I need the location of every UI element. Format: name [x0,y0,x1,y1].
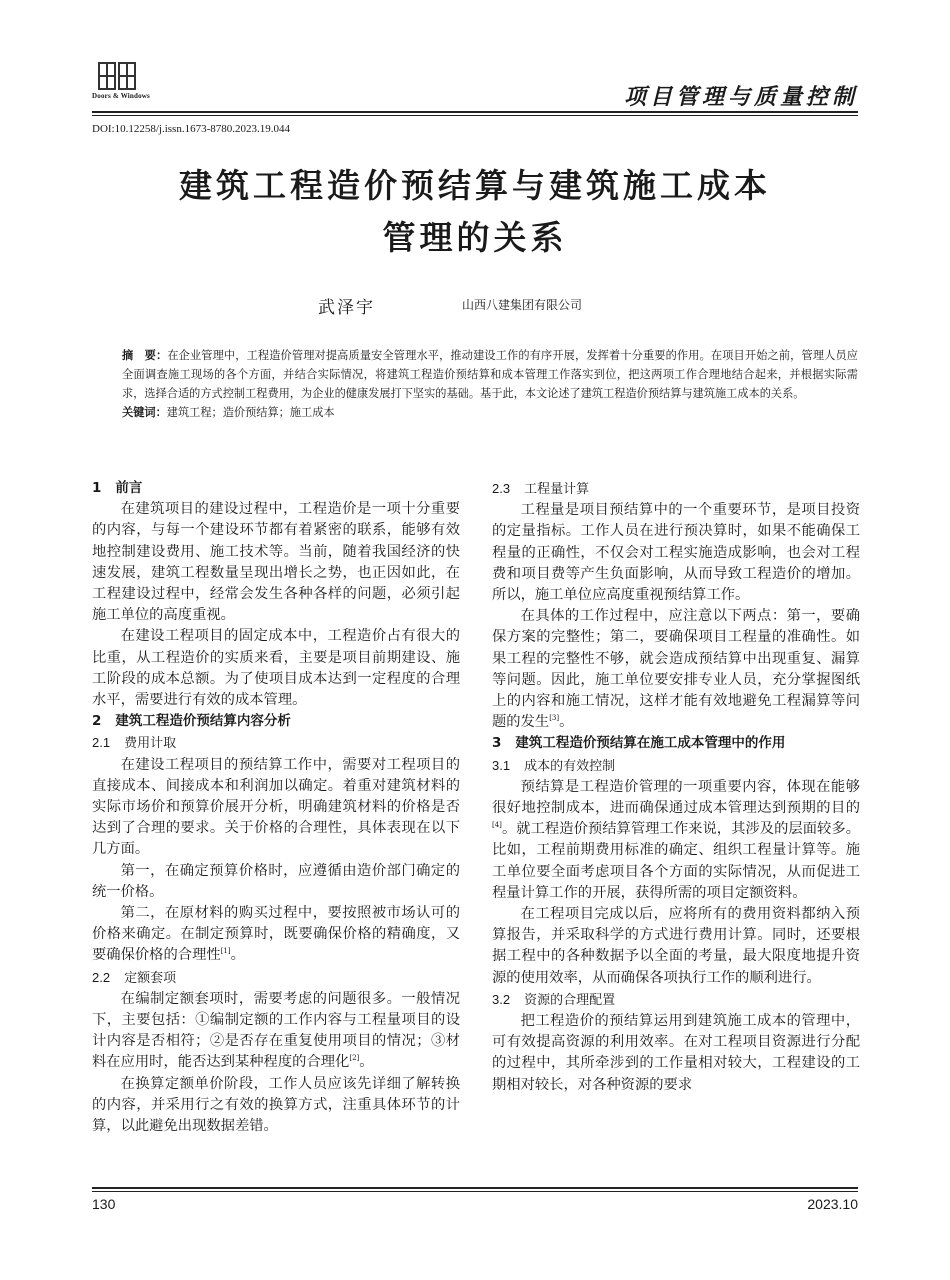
paragraph: 在建设工程项目的固定成本中，工程造价占有很大的比重，从工程造价的实质来看，主要是项目前期建设、施工阶段的成本总额。为了使项目成本达到一定程度的合理水平，需要进行有效的成本管理。 [92,628,460,709]
subsection-heading: 2.1 费用计取 [92,735,177,752]
subsection-heading: 2.3 工程量计算 [492,481,590,497]
header-rule-thin [92,115,858,116]
article-title [92,160,858,264]
abstract-label: 摘 要： [122,349,168,362]
citation: [2] [349,1054,360,1063]
paragraph: 在工程项目完成以后，应将所有的费用资料都纳入预算报告，并采取科学的方式进行费用计算。同时，还要根据工程中的各种数据予以全面的考量，最大限度地提升资源的使用效率，从而确保各项执行工作的顺利进行。 [492,906,860,986]
subsection-heading: 3.2 资源的合理配置 [492,991,616,1008]
title-line-1: 建筑工程造价预结算与建筑施工成本 [179,166,771,205]
title-line-2: 管理的关系 [382,218,568,257]
doi: DOI:10.12258/j.issn.1673-8780.2023.19.044 [92,123,290,135]
paragraph: 在具体的工作过程中，应注意以下两点：第一，要确保方案的完整性；第二，要确保项目工程量的准确性。如果工程的完整性不够，就会造成预结算中出现重复、漏算等问题。因此，施工单位要安排专业人员，充分掌握图纸上的内容和施工情况，这样才能有效地避免工程漏算等问题的发生[3]。 [492,608,860,731]
footer-rule-thin [92,1191,858,1192]
keywords: 建筑工程；造价预结算；施工成本 [166,406,335,419]
paragraph: 把工程造价的预结算运用到建筑施工成本的管理中，可有效提高资源的利用效率。在对工程项目资源进行分配的过程中，其所牵涉到的工作量相对较大，工程建设的工期相对较长，对各种资源的要求 [492,1013,860,1093]
issue-date: 2023.10 [807,1196,858,1212]
paragraph: 在换算定额单价阶段，工作人员应该先详细了解转换的内容，并采用行之有效的换算方式，注重具体环节的计算，以此避免出现数据差错。 [92,1075,460,1135]
author-name: 武泽宇 [318,298,375,318]
citation: [4] [492,821,502,830]
journal-logo [92,62,172,100]
paragraph: 在编制定额套项时，需要考虑的问题很多。一般情况下，主要包括：①编制定额的工作内容与工程量项目的设计内容是否相符；②是否存在重复使用项目的情况；③材料在应用时，能否达到某种程度的合理化[2]。 [92,990,460,1071]
section-heading: 3 建筑工程造价预结算在施工成本管理中的作用 [492,735,786,752]
paragraph: 工程量是项目预结算中的一个重要环节，是项目投资的定量指标。工作人员在进行预决算时，如果不能确保工程量的正确性，不仅会对工程实施造成影响，也会对工程费和项目费等产生负面影响，从而导致工程造价的增加。所以，施工单位应高度重视预结算工作。 [492,502,860,604]
abstract [122,346,858,422]
citation: [1] [220,947,231,956]
footer-rule [92,1187,858,1189]
paragraph: 在建筑项目的建设过程中，工程造价是一项十分重要的内容，与每一个建设环节都有着紧密的联系，能够有效地控制建设费用、施工技术等。当前，随着我国经济的快速发展，建筑工程数量呈现出增长之势，也正因如此，在工程建设过程中，经常会发生各种各样的问题，必须引起施工单位的高度重视。 [92,501,460,624]
abstract-text: 在企业管理中，工程造价管理对提高质量安全管理水平，推动建设工作的有序开展，发挥着十分重要的作用。在项目开始之前，管理人员应全面调查施工现场的各个方面，并结合实际情况，将建筑工程造价预结算和成本管理工作落实到位，把这两项工作合理地结合起来，并根据实际需求，选择合适的方式控制工程费用，为企业的健康发展打下坚实的基础。基于此，本文论述了建筑工程造价预结算与建筑施工成本的关系。 [122,349,858,400]
keywords-label: 关键词： [122,406,167,419]
left-column [92,478,460,1137]
right-column [492,478,860,1096]
door-window-icon [98,62,172,90]
citation: [3] [549,714,560,723]
paragraph: 第一，在确定预算价格时，应遵循由造价部门确定的统一价格。 [92,862,460,900]
paragraph: 第二，在原材料的购买过程中，要按照被市场认可的价格来确定。在制定预算时，既要确保价格的精确度，又要确保价格的合理性[1]。 [92,905,460,964]
paragraph: 在建设工程项目的预结算工作中，需要对工程项目的直接成本、间接成本和利润加以确定。着重对建筑材料的实际市场价和预算价展开分析，明确建筑材料的价格是否达到了合理的要求。关于价格的合理性，具体表现在以下几方面。 [92,756,460,858]
affiliation: 山西八建集团有限公司 [462,298,583,312]
subsection-heading: 2.2 定额套项 [92,969,177,986]
subsection-heading: 3.1 成本的有效控制 [492,757,616,774]
page-number: 130 [92,1196,116,1212]
paragraph: 预结算是工程造价管理的一项重要内容，体现在能够很好地控制成本，进而确保通过成本管理达到预期的目的[4]。就工程造价预结算管理工作来说，其涉及的层面较多。比如，工程前期费用标准的确定、组织工程量计算等。施工单位要全面考虑项目各个方面的实际情况，从而促进工程量计算工作的开展，获得所需的项目定额资料。 [492,778,860,901]
section-heading: 1 前言 [92,480,143,496]
section-label: 项目管理与质量控制 [623,85,858,110]
header-rule [92,111,858,113]
section-heading: 2 建筑工程造价预结算内容分析 [92,713,291,730]
logo-text: Doors & Windows [92,92,150,100]
